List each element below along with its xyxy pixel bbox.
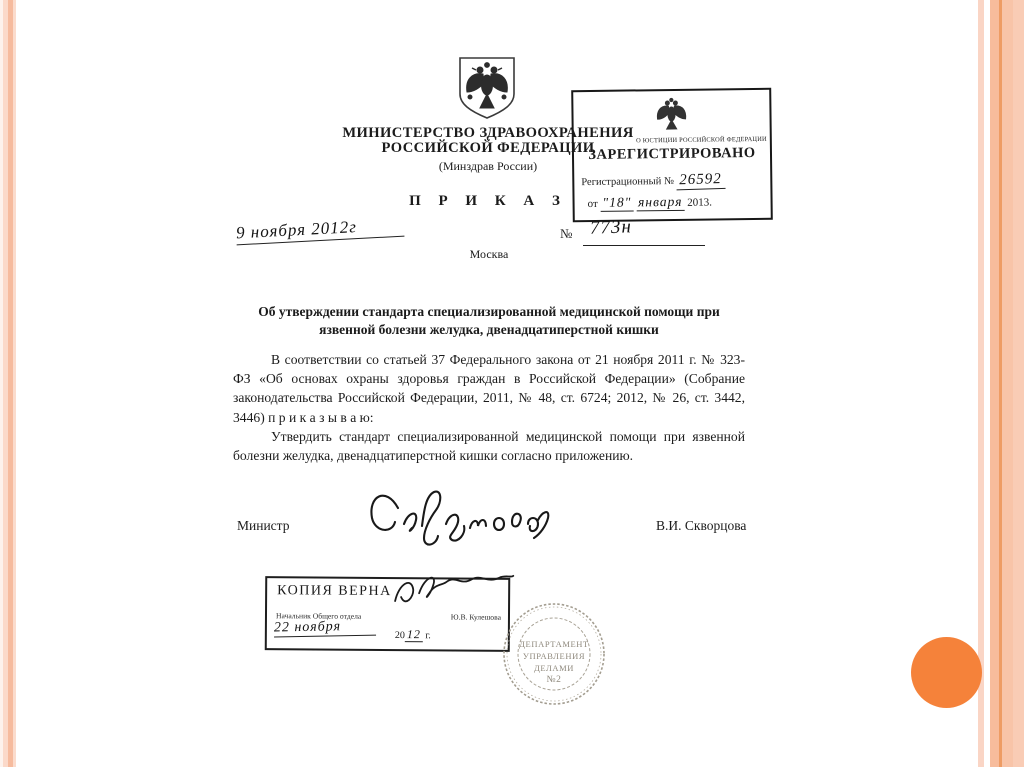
clerk-position: Начальник Общего отдела: [275, 611, 362, 621]
round-stamp-line3: ДЕЛАМИ: [533, 663, 575, 673]
ministry-line2: РОССИЙСКОЙ ФЕДЕРАЦИИ: [381, 140, 595, 156]
copy-year-value: 12: [405, 627, 423, 642]
coat-of-arms-icon: [452, 56, 522, 120]
stamp-agency-line: О ЮСТИЦИИ РОССИЙСКОЙ ФЕДЕРАЦИИ: [636, 135, 767, 145]
number-underline: [583, 245, 705, 246]
stamp-date-prefix: от: [587, 197, 598, 211]
ministry-line3: (Минздрав России): [438, 159, 538, 173]
stamp-eagle-icon: [651, 94, 691, 134]
copy-certified-stamp: [265, 576, 511, 652]
copy-date-handwritten: 22 ноября: [274, 619, 376, 638]
copy-certified-label: КОПИЯ ВЕРНА: [277, 583, 392, 600]
order-title-line2: язвенной болезни желудка, двенадцатиперстной кишки: [319, 322, 659, 337]
stamp-date-day: "18": [600, 194, 633, 211]
order-title: [233, 303, 745, 339]
copy-year: [395, 627, 431, 642]
orange-circle-decoration: [911, 637, 982, 708]
right-accent-band: [975, 0, 1024, 767]
copy-year-prefix: 20: [394, 630, 405, 642]
minister-signature: [362, 480, 552, 552]
stamp-date-line: [587, 194, 712, 213]
clerk-signature: [387, 567, 517, 614]
handwritten-number: 773н: [589, 216, 633, 239]
clerk-name: Ю.В. Кулешова: [450, 612, 502, 622]
round-department-stamp: [501, 601, 607, 707]
order-paragraph-1: В соответствии со статьей 37 Федерального закона от 21 ноября 2011 г. № 323-ФЗ «Об основах охраны здоровья граждан в Российской Федерации» (Собрание законодательства Российской Федерации, 2011, № 48, ст. 6724; 2012, № 26, ст. 3442, 3446) п р и к а з ы в а ю:: [233, 352, 745, 425]
order-title-line1: Об утверждении стандарта специализированной медицинской помощи при: [258, 304, 720, 319]
round-stamp-line4: №2: [546, 675, 562, 685]
registration-stamp: [571, 88, 773, 222]
stamp-regnumber-label: Регистрационный №: [581, 175, 675, 189]
signer-title: Министр: [237, 518, 290, 533]
round-stamp-line1: ДЕПАРТАМЕНТ: [519, 639, 589, 649]
city-label: Москва: [469, 247, 509, 261]
left-accent-stripes: [0, 0, 18, 767]
stamp-date-month: января: [636, 194, 685, 212]
document-type-title: П Р И К А З: [409, 193, 567, 209]
order-body: [233, 350, 745, 465]
signer-name: В.И. Скворцова: [656, 518, 747, 533]
round-stamp-line2: УПРАВЛЕНИЯ: [522, 651, 586, 661]
order-paragraph-2: Утвердить стандарт специализированной медицинской помощи при язвенной болезни желудка, двенадцатиперстной кишки согласно приложению.: [233, 428, 745, 464]
ministry-line1: МИНИСТЕРСТВО ЗДРАВООХРАНЕНИЯ: [342, 125, 634, 141]
stamp-date-year: 2013.: [687, 196, 713, 209]
stamp-registered-label: ЗАРЕГИСТРИРОВАНО: [588, 144, 756, 164]
copy-year-suffix: г.: [425, 630, 431, 642]
stamp-regnumber-line: [581, 171, 725, 191]
handwritten-issue-date: 9 ноября 2012г: [236, 215, 405, 246]
stamp-regnumber-value: 26592: [676, 171, 725, 190]
number-sign-label: №: [560, 226, 573, 241]
